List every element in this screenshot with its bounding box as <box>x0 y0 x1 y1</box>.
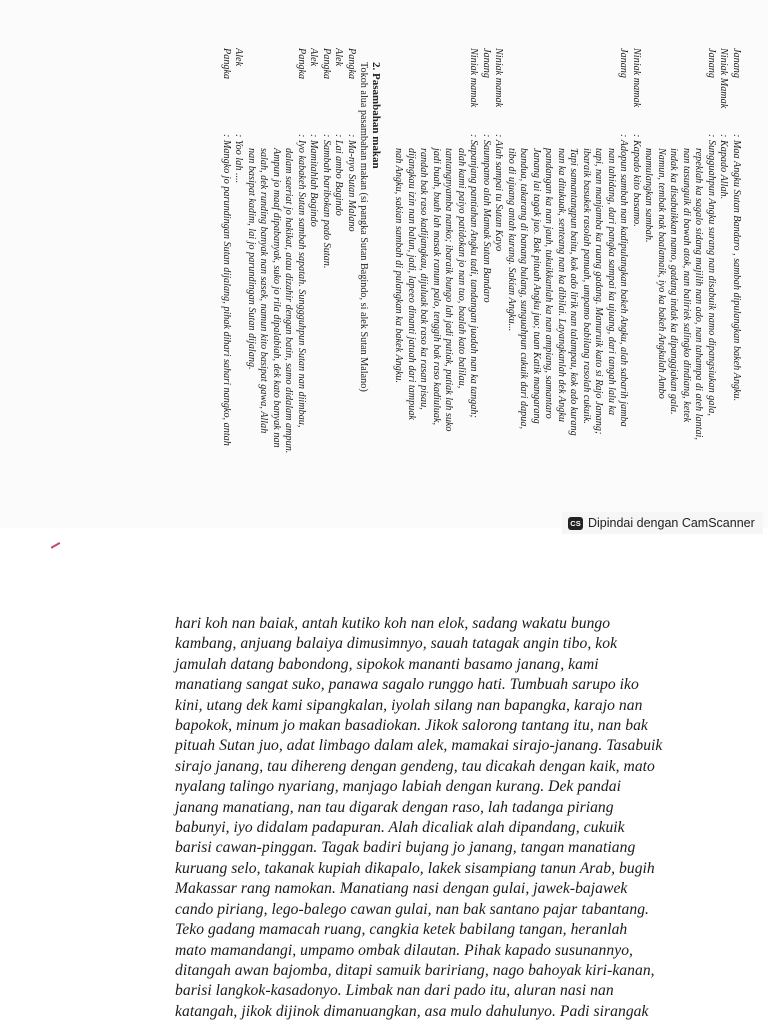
paragraph-line: babunyi, iyo didalam padapuran. Alah dicaliak alah dipandang, cukuik <box>175 819 625 837</box>
speaker-label: Pangka <box>321 48 332 80</box>
dialogue-line <box>320 48 333 528</box>
dialogue-line <box>642 48 655 528</box>
line-text: : Sambah baribokan pado Sutan. <box>321 134 332 269</box>
line-text: : Iyo kabakeh Sutan sambah sapatah. Sunggguhpun Sutan nan diimbau, <box>296 134 307 428</box>
line-text: pandangan ka nan jauh, tukuikkanlah ka nan ampiang, samantaro <box>543 148 555 419</box>
line-text: repeklah ka sagalo sidang majilih nan ado, nan tahampa di ateh lantai, <box>693 148 705 440</box>
line-text: : Mamitahlah Bagindo <box>308 134 320 227</box>
line-text: tapi, nan manjamba ka ruang gadang. Manuruik kato si Rajo Janang; <box>593 148 605 435</box>
paragraph-line: barisi langkok-kasadonyo. Limbak nan dari pado itu, aluran nasi nan <box>175 982 614 1000</box>
dialogue-line <box>692 48 705 528</box>
line-text: Tokoh alua pasambahan makan (si pangka Sutan Bagindo, si alek Sutan Malano) <box>358 62 370 392</box>
pen-mark <box>51 542 64 554</box>
dialogue-line <box>257 48 270 528</box>
dialogue-line <box>492 48 505 528</box>
dialogue-line <box>630 48 643 528</box>
line-text: dijangkau izin nan balun, jadi, lapeeo dinanti jatuah dari tampuak <box>406 148 417 420</box>
speaker-label: Pangka <box>346 48 357 80</box>
dialogue-line <box>357 48 370 528</box>
line-text: jadi buah, buah lah masak ranum palo, tenggih bak raso kadiuluak, <box>431 148 442 426</box>
camscanner-logo-icon: CS <box>568 517 583 530</box>
dialogue-line <box>430 48 443 528</box>
line-text: tibo di ujuang antah kurang. Sakian Angku... <box>506 148 517 332</box>
line-text: alah kami paiyo patidokan jo nan tuo, baalah kato balilau, <box>456 148 467 389</box>
camscanner-watermark <box>562 512 763 534</box>
line-text: : Maa Angku Sutan Bandaro , sambah dipulangkan bakeh Angku. <box>731 134 742 402</box>
body-paragraph <box>175 614 675 1022</box>
dialogue-line <box>730 48 743 528</box>
dialogue-line <box>530 48 543 528</box>
line-text: nan tahidang, dari pangka sampai ka ujuang, dari tangah lalu ka <box>606 148 617 416</box>
dialogue-line <box>220 48 233 528</box>
dialogue-line <box>282 48 295 528</box>
line-text: tantangnyamba nanko; ibaraik bungo lah jadi putiak, putiak lah suko <box>443 148 455 432</box>
line-text: Namun, tembak nak baalamaik, iyo ka bakeh Angkulah Ambo <box>656 148 667 399</box>
line-text: : Sungguahpun Angku surang nan disabuik namo dipangsiukan gala, <box>706 134 717 416</box>
line-text: : Lai ambo Bagindo <box>333 134 345 216</box>
speaker-label: Janang <box>731 48 742 78</box>
rotated-text-block <box>2 48 742 508</box>
speaker-label: Alek <box>233 48 245 67</box>
dialogue-line <box>517 48 530 528</box>
paragraph-line: kambang, anjuang balaiya dimusimnyo, sauah tatagak angin tibo, kok <box>175 635 618 653</box>
dialogue-line <box>295 48 308 528</box>
line-text: mamulangkan sambah. <box>643 148 655 243</box>
line-text: randah bak raso kadijangkau, dijuluak bak raso ka rasan pisau, <box>418 148 430 410</box>
dialogue-line <box>480 48 493 528</box>
dialogue-line <box>605 48 618 528</box>
line-text: nan tasunguik di bawah atok, nan baliriek salingko dindiang, ketek <box>681 148 692 423</box>
paragraph-line: mato mamandangi, umpamo ombak dilautan. Pihak kapado susunannyo, <box>175 941 633 959</box>
paragraph-line: kini, utang dek kami sipangkalan, iyolah silang nan bapangka, karajo nan <box>175 696 643 714</box>
paragraph-line: hari koh nan baiak, antah kutiko koh nan elok, sadang wakatu bungo <box>175 615 611 632</box>
line-text: dalam saeriat jo hakikat, atau dizahir dengan batin, samo didalam ampun. <box>283 148 295 454</box>
line-text: : Sapanjang pantiahan Angku tadi, tandangan juadah nan ka tangah; <box>468 134 480 418</box>
speaker-label: Alek <box>308 48 320 67</box>
line-text: Tapi samantangpun baitu, kok ado lirik nan talampau, kok ado kurang <box>568 148 580 436</box>
dialogue-line <box>345 48 358 528</box>
paragraph-line: Makassar rang namokan. Manatiang nasi dengan gulai, jawek-bajawek <box>175 880 628 898</box>
line-text: nah Angku, sakian sambah di pulangkan ka bakek Angku. <box>393 148 405 384</box>
paragraph-line: kuruang selo, takanak kupiah dikapalo, lakek sisampiang tanun Arab, bugih <box>175 859 655 877</box>
line-text: Janang lai tagak juo. Bak pituah Angku juo; tuan Katik mangarang <box>531 148 542 424</box>
section-heading <box>370 48 383 528</box>
line-text: : Kapado kito basamo. <box>631 134 642 227</box>
dialogue-line <box>417 48 430 528</box>
dialogue-line <box>680 48 693 528</box>
line-text: bandua, takarang di banang bulang, sunguahpun cukuik dari dapua, <box>518 148 530 429</box>
dialogue-line <box>655 48 668 528</box>
paragraph-line: bapokok, minum jo makan basadiokan. Jikok salorong tantang itu, nan bak <box>175 717 648 735</box>
dialogue-line <box>405 48 418 528</box>
paragraph-line: sirajo janang, tau dihereng dengan gendeng, tau dicakah dengan kaik, mato <box>175 757 655 775</box>
bottom-scanned-page <box>0 534 768 1024</box>
dialogue-line <box>392 48 405 528</box>
line-text: : Yoo lah .... <box>233 134 245 184</box>
speaker-label: Alek <box>333 48 345 67</box>
dialogue-line <box>717 48 730 528</box>
speaker-label: Niniak mamak <box>468 48 480 108</box>
speaker-label: Pangka <box>221 48 232 80</box>
speaker-label: Niniak mamak <box>631 48 642 108</box>
dialogue-line <box>592 48 605 528</box>
dialogue-line <box>505 48 518 528</box>
paragraph-line: Teko gadang mamacah ruang, cangkia ketek babilang tangan, heranlah <box>175 921 628 939</box>
paragraph-line: ditangah awan bajomba, ditapi samuik baririang, nago bahoyak kiri-kanan, <box>175 961 655 979</box>
line-text: Ampun jo maaf dipabanyak, suko jo rila dipalabiah, dek kato banyak nan <box>271 148 282 448</box>
speaker-label: Niniak mamak <box>493 48 505 108</box>
speaker-label: Janang <box>618 48 630 78</box>
dialogue-line <box>667 48 680 528</box>
line-text: : Alah sampai tu Sutan Kayo <box>493 134 505 252</box>
line-text: salah, dek runding banyak nan sasek, namun kito basipat gawa, Allah <box>258 148 270 434</box>
paragraph-line: janang manatiang, nan tau digarak dengan raso, lah tadanga piriang <box>175 798 614 816</box>
paragraph-line: jamulah datang babondong, sipokok mananti basamo janang, kami <box>175 655 599 673</box>
paragraph-line: barisi cawan-pinggan. Tagak badiri bujang jo janang, tangan manatiang <box>175 839 636 857</box>
line-text: nan ka ditukuak, senteang nan ka dibilai. Layangkanlah dek Angku <box>556 148 567 422</box>
dialogue-line <box>580 48 593 528</box>
dialogue-line <box>467 48 480 528</box>
dialogue-line <box>245 48 258 528</box>
speaker-label: Janang <box>706 48 717 78</box>
dialogue-line <box>555 48 568 528</box>
dialogue-line <box>332 48 345 528</box>
dialogue-line <box>542 48 555 528</box>
speaker-label: Janang <box>481 48 492 78</box>
paragraph-line: cando piriang, lego-balego cawan gulai, nan bak santano pajar tabantang. <box>175 900 649 918</box>
line-text: : Ma-nyo Sutan Malano <box>346 134 357 232</box>
line-text: : Kapado Allah. <box>718 134 730 200</box>
line-text: 2. Pasambahan makan <box>370 62 382 169</box>
paragraph-line: katangah, jikok dijinok dimanuangkan, asa mulo dahulunyo. Padi sirangak <box>175 1002 649 1020</box>
speaker-label: Pangka <box>296 48 307 80</box>
line-text: indak ka disabuikkan namo, gadang indak ka dipanggiakan gala. <box>668 148 680 415</box>
line-text: : Adopun sambah nan kadipulangkan bakeh Angku, alah sabarih jamba <box>618 134 630 427</box>
paragraph-line: pituah Sutan juo, adat limbago dalam alek, mamakai sirajo-janang. Tasabuik <box>175 737 663 755</box>
dialogue-line <box>270 48 283 528</box>
line-text: : Mangko jo parundingan Sutan dijalang, pihak dihari sahari nangko, antah <box>221 134 232 446</box>
dialogue-line <box>455 48 468 528</box>
line-text: : Saumpamo alah Mamak Sutan Bandaro <box>481 134 492 303</box>
paragraph-line: manatiang sangat suko, panawa sagalo runggo hati. Tumbuah sarupo iko <box>175 676 639 694</box>
dialogue-line <box>232 48 245 528</box>
dialogue-line <box>617 48 630 528</box>
dialogue-line <box>307 48 320 528</box>
dialogue-line <box>442 48 455 528</box>
dialogue-line <box>705 48 718 528</box>
line-text: ibaraik basukek rasolah panuah, umpamo babilang rasolah cukuik. <box>581 148 592 424</box>
camscanner-label: Dipindai dengan CamScanner <box>588 516 755 530</box>
line-text: nan basipat kadim, lai jo parundingan Sutan dijalang. <box>246 148 257 370</box>
paragraph-line: nyalang talingo nyariang, manjago labiah dengan kurang. Dek pandai <box>175 778 621 796</box>
dialogue-line <box>567 48 580 528</box>
speaker-label: Niniak Mamak <box>718 48 730 109</box>
